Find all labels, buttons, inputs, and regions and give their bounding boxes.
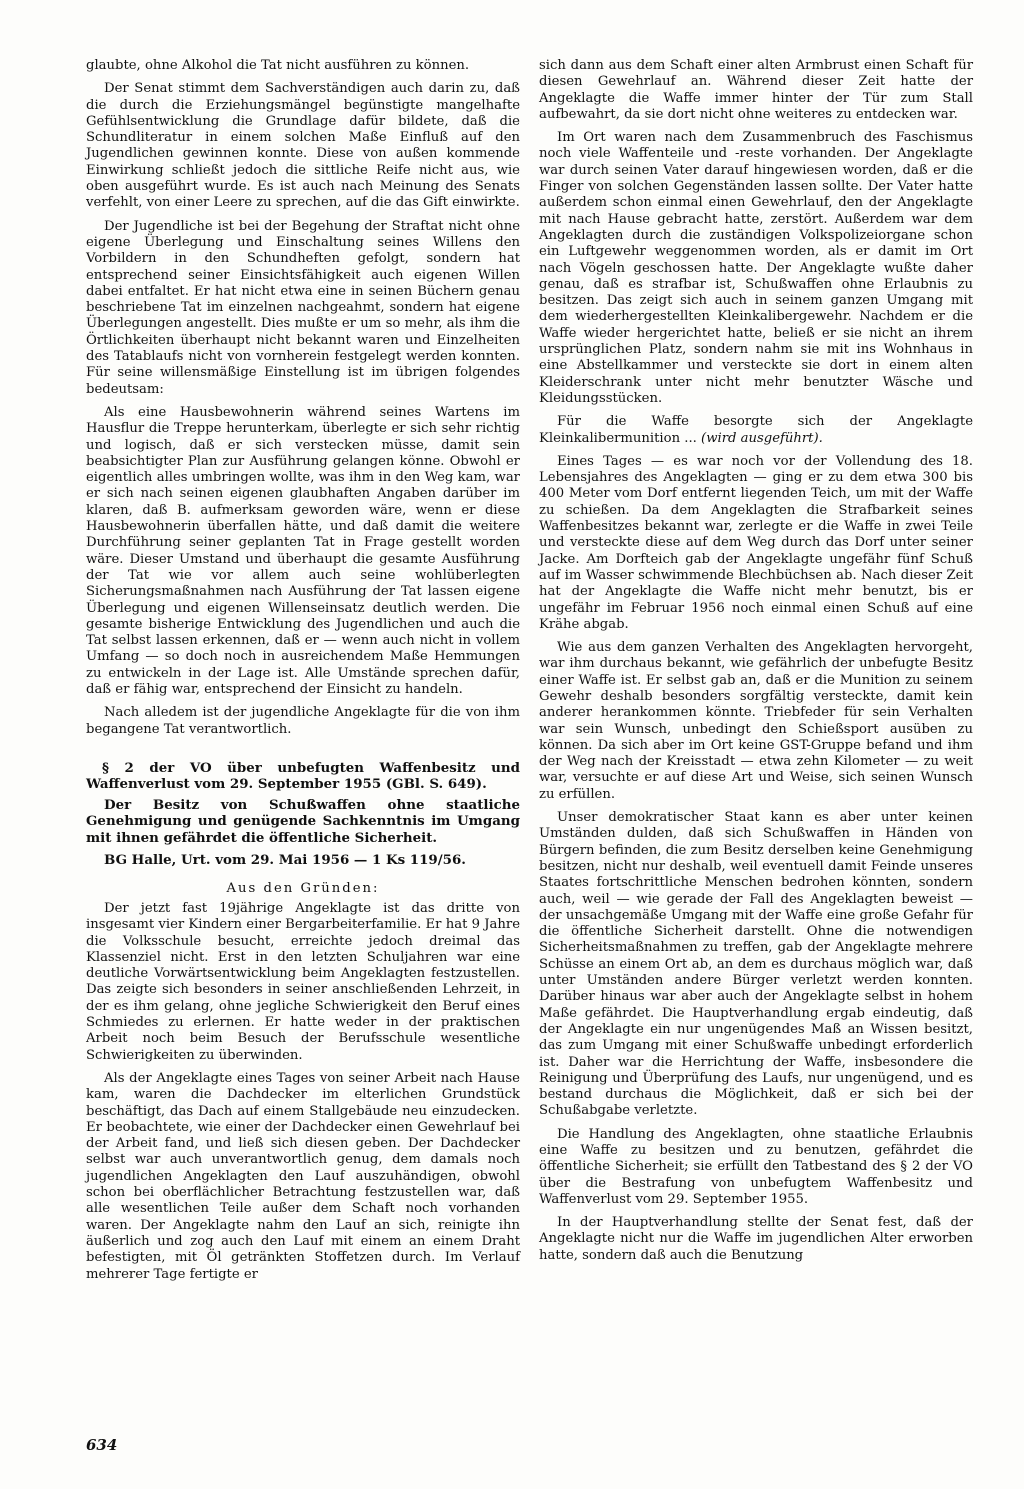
paragraph: Der Senat stimmt dem Sachverständigen auch darin zu, daß die durch die Erziehungsmängel begünstigte mangelhafte Gefühlsentwicklung die Grundlage dafür bildete, daß die Schundliteratur in einem solchen Maße Einfluß auf den Jugendlichen gewinnen konnte. Diese von außen kommende Einwirkung schließt jedoch die sittliche Reife nicht aus, wie oben ausgeführt wurde. Es ist auch nach Meinung des Senats verfehlt, von einer Leere zu sprechen, auf die das Gift einwirkte. <box>86 81 520 211</box>
court-citation: BG Halle, Urt. vom 29. Mai 1956 — 1 Ks 119/56. <box>104 852 466 869</box>
paragraph: glaubte, ohne Alkohol die Tat nicht ausführen zu können. <box>86 58 470 73</box>
paragraph: Eines Tages — es war noch vor der Vollendung des 18. Lebensjahres des Angeklagten — ging er zu dem etwa 300 bis 400 Meter vom Dorf entfernt liegenden Teich, um mit der Waffe zu schießen. Da dem Angeklagten die Strafbarkeit seines Waffenbesitzes bekannt war, zerlegte er die Waffe in zwei Teile und versteckte diese auf dem Weg durch das Dorf unter seiner Jacke. Am Dorfteich gab der Angeklagte ungefähr fünf Schuß auf im Wasser schwimmende Blechbüchsen ab. Nach dieser Zeit hat der Angeklagte die Waffe nicht mehr benutzt, bis er ungefähr im Februar 1956 noch einmal einen Schuß auf eine Krähe abgab. <box>539 453 973 632</box>
paragraph: Wie aus dem ganzen Verhalten des Angeklagten hervorgeht, war ihm durchaus bekannt, wie gefährlich der unbefugte Besitz einer Waffe ist. Er selbst gab an, daß er die Munition zu seinem Gewehr deshalb besonders sorgfältig versteckte, damit kein anderer herankommen könnte. Triebfeder für sein Verhalten war sein Wunsch, unbedingt den Schießsport ausüben zu können. Da sich aber im Ort keine GST-Gruppe befand und ihm der Weg nach der Kreisstadt — etwa zehn Kilometer — zu weit war, versuchte er auf diese Art und Weise, sich seinen Wunsch zu erfüllen. <box>539 640 973 802</box>
paragraph: Nach alledem ist der jugendliche Angeklagte für die von ihm begangene Tat verantwortlich. <box>86 705 520 737</box>
page-number: 634 <box>86 1436 118 1454</box>
paragraph: Der Jugendliche ist bei der Begehung der Straftat nicht ohne eigene Überlegung und Einschaltung seines Willens den Vorbildern in den Schundheften gefolgt, sondern hat entsprechend seiner Einsichtsfähigkeit auch eigenen Willen dabei entfaltet. Er hat nicht etwa eine in seinen Büchern genau beschriebene Tat im einzelnen nachgeahmt, sondern hat eigene Überlegungen angestellt. Dies mußte er um so mehr, als ihm die Örtlichkeiten überhaupt nicht bekannt waren und Einzelheiten des Tatablaufs nicht von vornherein festgelegt werden konnten. Für seine willensmäßige Einstellung ist im übrigen folgendes bedeutsam: <box>86 218 520 397</box>
paragraph: Im Ort waren nach dem Zusammenbruch des Faschismus noch viele Waffenteile und -reste vorhanden. Der Angeklagte war durch seinen Vater darauf hingewiesen worden, daß er die Finger von solchen Gegenständen lassen sollte. Der Vater hatte außerdem schon einmal einen Gewehrlauf, den der Angeklagte mit nach Hause gebracht hatte, zerstört. Außerdem war dem Angeklagten durch die zuständigen Volkspolizeiorgane schon ein Luftgewehr weggenommen worden, als er damit im Ort nach Vögeln geschossen hatte. Der Angeklagte wußte daher genau, daß es strafbar ist, Schußwaffen ohne Erlaubnis zu besitzen. Das zeigt sich auch in seinem ganzen Umgang mit dem wiederhergestellten Kleinkalibergewehr. Nachdem er die Waffe wieder hergerichtet hatte, beließ er sie nicht an ihrem ursprünglichen Platz, sondern nahm sie mit ins Wohnhaus in eine Abstellkammer und versteckte sie dort in einem alten Kleiderschrank unter nicht mehr benutzter Wäsche und Kleidungsstücken. <box>539 130 973 406</box>
paragraph-text: Für die Waffe besorgte sich der Angeklagte Kleinkalibermunition ... <box>539 414 973 446</box>
paragraph <box>539 414 973 447</box>
paragraph: Der jetzt fast 19jährige Angeklagte ist das dritte von insgesamt vier Kindern einer Bergarbeiterfamilie. Er hat 9 Jahre die Volksschule besucht, erreichte jedoch dreimal das Klassenziel nicht. Erst in den letzten Schuljahren war eine deutliche Vorwärtsentwicklung beim Angeklagten festzustellen. Das zeigte sich besonders in seiner anschließenden Lehrzeit, in der es ihm gelang, ohne jegliche Schwierigkeit den Beruf eines Schmiedes zu erlernen. Er hatte weder in der praktischen Arbeit noch beim Besuch der Berufsschule wesentliche Schwierigkeiten zu überwinden. <box>86 900 520 1063</box>
paragraph: Als der Angeklagte eines Tages von seiner Arbeit nach Hause kam, waren die Dachdecker im elterlichen Grundstück beschäftigt, das Dach auf einem Stallgebäude neu einzudecken. Er beobachtete, wie einer der Dachdecker einen Gewehrlauf bei der Arbeit fand, und ließ sich diesen geben. Der Dachdecker selbst war auch unverantwortlich genug, dem damals noch jugendlichen Angeklagten den Lauf auszuhändigen, obwohl schon bei oberflächlicher Betrachtung festzustellen war, daß alle wesentlichen Teile außer dem Schaft noch vorhanden waren. Der Angeklagte nahm den Lauf an sich, reinigte ihn äußerlich und zog auch den Lauf mit einem an einem Draht befestigten, mit Öl getränkten Stoffetzen durch. Im Verlauf mehrerer Tage fertigte er <box>86 1070 520 1282</box>
paragraph: In der Hauptverhandlung stellte der Senat fest, daß der Angeklagte nicht nur die Waffe im jugendlichen Alter erworben hatte, sondern daß auch die Benutzung <box>539 1215 973 1263</box>
omission-note: (wird ausgeführt). <box>701 430 823 446</box>
left-column <box>86 58 520 1290</box>
paragraph: Als eine Hausbewohnerin während seines Wartens im Hausflur die Treppe herunterkam, überlegte er sich sehr richtig und logisch, daß er sich verstecken müsse, damit sein beabsichtigter Plan zur Ausführung gelangen könne. Obwohl er eigentlich alles umbringen wollte, was ihm in den Weg kam, war er sich nach seinen eigenen glaubhaften Angaben darüber im klaren, daß B. aufmerksam geworden wäre, wenn er diese Hausbewohnerin überfallen hätte, und daß damit die weitere Durchführung seiner geplanten Tat in Frage gestellt worden wäre. Dieser Umstand und überhaupt die gesamte Ausführung der Tat wie vor allem auch seine wohlüberlegten Sicherungsmaßnahmen nach Ausführung der Tat lassen eigene Überlegung und eigenen Willenseinsatz deutlich werden. Die gesamte bisherige Entwicklung des Jugendlichen und auch die Tat selbst lassen erkennen, daß er — wenn auch nicht in vollem Umfang — so doch noch in ausreichendem Maße Hemmungen zu entwickeln in der Lage ist. Alle Umstände sprechen dafür, daß er fähig war, entsprechend der Einsicht zu handeln. <box>86 404 520 697</box>
paragraph: sich dann aus dem Schaft einer alten Armbrust einen Schaft für diesen Gewehrlauf an. Während dieser Zeit hatte der Angeklagte die Waffe immer hinter der Tür zum Stall aufbewahrt, da sie dort nicht ohne weiteres zu entdecken war. <box>539 58 973 122</box>
right-column <box>539 58 973 1271</box>
paragraph: Die Handlung des Angeklagten, ohne staatliche Erlaubnis eine Waffe zu besitzen und zu benutzen, gefährdet die öffentliche Sicherheit; sie erfüllt den Tatbestand des § 2 der VO über die Bestrafung von unbefugtem Waffenbesitz und Waffenverlust vom 29. September 1955. <box>539 1126 973 1207</box>
decision-holding: Der Besitz von Schußwaffen ohne staatliche Genehmigung und genügende Sachkenntnis im Umgang mit ihnen gefährdet die öffentliche Sicherheit. <box>86 796 520 846</box>
decision-heading: § 2 der VO über unbefugten Waffenbesitz und Waffenverlust vom 29. September 1955 (GBl. S. 649). <box>86 759 520 793</box>
paragraph: Unser demokratischer Staat kann es aber unter keinen Umständen dulden, daß sich Schußwaffen in Händen von Bürgern befinden, die zum Besitz derselben keine Genehmigung besitzen, nicht nur deshalb, weil eventuell damit Feinde unseres Staates fortschrittliche Menschen bedrohen könnten, sondern auch, weil — wie gerade der Fall des Angeklagten beweist — der unsachgemäße Umgang mit der Waffe eine große Gefahr für die öffentliche Sicherheit darstellt. Ohne die notwendigen Sicherheitsmaßnahmen zu treffen, gab der Angeklagte mehrere Schüsse an einem Ort ab, an dem es durchaus möglich war, daß unter Umständen andere Bürger verletzt werden konnten. Darüber hinaus war aber auch der Angeklagte selbst in hohem Maße gefährdet. Die Hauptverhandlung ergab eindeutig, daß der Angeklagte ein nur ungenügendes Maß an Wissen besitzt, das zum Umgang mit einer Schußwaffe unbedingt erforderlich ist. Daher war die Herrichtung der Waffe, insbesondere die Reinigung und Überprüfung des Laufs, nur ungenügend, und es bestand durchaus die Möglichkeit, daß er sich bei der Schußabgabe verletzte. <box>539 810 973 1119</box>
section-title: Aus den Gründen: <box>226 880 380 896</box>
